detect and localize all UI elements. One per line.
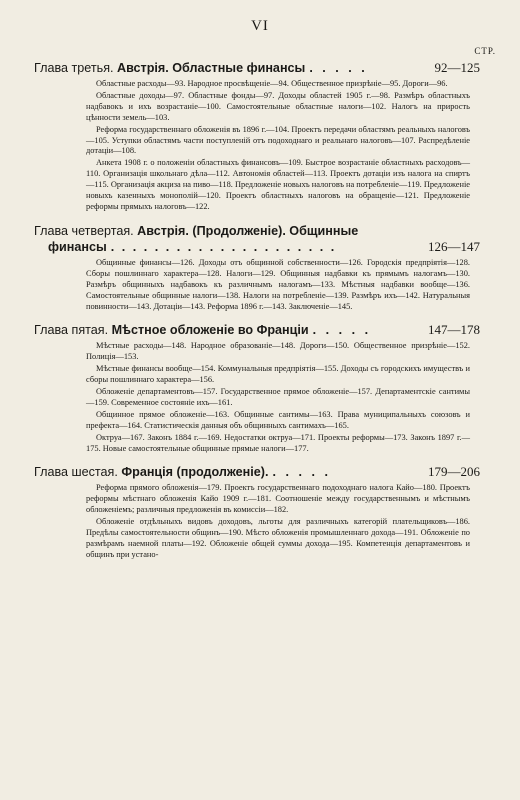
summary-paragraph: Областные расходы—93. Народное просвѣщеніе—94. Общественное призрѣніе—95. Дороги—96. [96,79,448,88]
chapter-heading [34,60,480,76]
chapter-summary [34,79,480,213]
summary-paragraph: Анкета 1908 г. о положеніи областныхъ финансовъ—109. Быстрое возрастаніе областныхъ расходовъ—110. Организація школьнаго дѣла—112. Автономія областей—113. Проектъ дотаціи изъ налога на спиртъ—115. Организація акциза на пиво—118. Предложеніе новыхъ налоговъ на потребленіе—119. Предложеніе новыхъ казенныхъ монополій—120. Проектъ областныхъ налоговъ на обращеніе—121. Предложеніе реформы прямыхъ налоговъ—122. [86,158,470,211]
summary-paragraph: Октруа—167. Законъ 1884 г.—169. Недостатки октруа—171. Проекты реформы—173. Законъ 1897 г.—175. Новые самостоятельные общинные прямые налоги—177. [86,432,470,453]
chapter-title: Австрія. Областные финансы [117,61,306,75]
summary-paragraph: Мѣстные расходы—148. Народное образованіе—148. Дороги—150. Общественное призрѣніе—152. Полиція—153. [86,341,470,362]
page-column-header: СТР. [474,46,496,56]
summary-paragraph: Общинные финансы—126. Доходы отъ общинной собственности—126. Городскія предпріятія—128. Сборы пошлиннаго характера—128. Налоги—129. Общинныя надбавки къ прямымъ налогамъ—130. Размѣръ общинныхъ надбавокъ къ различнымъ налогамъ—133. Мѣстныя надбавки вообще—136. Самостоятельные общинные налоги—138. Налоги на потребленіе—139. Размѣръ ихъ—142. Натуральныя повинности—143. Дотаціи—143. Реформа 1896 г.—143. Заключеніе—145. [86,257,470,311]
chapter-summary [34,258,480,313]
chapter-entry [34,223,480,313]
chapter-heading [34,464,480,480]
chapter-title: Франція (продолженіе). [121,465,269,480]
chapter-entry [34,464,480,560]
leader-dots: . . . . . [312,323,372,338]
chapter-heading-continuation [34,239,480,255]
table-of-contents [34,60,480,565]
page-range: 126—147 [428,238,480,254]
chapter-summary [34,341,480,454]
summary-paragraph: Общинное прямое обложеніе—163. Общинные сантимы—163. Права муниципальныхъ союзовъ и префекта—164. Статистическія данныя объ общинныхъ сантимахъ—165. [86,409,470,430]
chapter-title: Мѣстное обложеніе во Франціи [111,323,309,338]
chapter-heading [34,322,480,338]
chapter-entry [34,60,480,213]
leader-dots: . . . . . . . . . . . . . . . . . . . . . [110,239,337,254]
summary-paragraph: Областные доходы—97. Областные фонды—97. Доходы областей 1905 г.—98. Размѣръ областныхъ надбавокъ и ихъ возрастаніе—100. Самостоятельные областные налоги—102. Налогъ на прирость цѣнности земель—103. [86,90,470,122]
summary-paragraph: Мѣстные финансы вообще—154. Коммунальныя предпріятія—155. Доходы съ городскихъ имуществъ и сборы пошлиннаго характера—156. [86,364,470,385]
chapter-label: Глава пятая. [34,323,109,338]
page-range: 147—178 [428,322,480,338]
page-range: 92—125 [434,60,480,75]
chapter-label: Глава четвертая. [34,223,134,238]
chapter-title: Австрія. (Продолженіе). Общинные [137,223,359,238]
chapter-heading [34,223,480,239]
leader-dots: . . . . . [272,465,331,480]
chapter-title-continuation: финансы [48,239,107,254]
chapter-entry [34,322,480,454]
summary-paragraph: Реформа государственнаго обложенія въ 1896 г.—104. Проектъ передачи областямъ реальныхъ налоговъ—105. Уступки областямъ части поступленій отъ подоходнаго и реальнаго налоговъ—107. Распредѣленіе дотаціи—108. [86,124,470,156]
chapter-label: Глава третья. [34,61,114,75]
leader-dots: . . . . . [309,61,368,75]
summary-paragraph: Реформа прямого обложенія—179. Проектъ государственнаго подоходнаго налога Кайо—180. Проектъ реформы мѣстнаго обложенія Кайо 1909 г.—181. Соотношеніе между государственнымъ и мѣстнымъ обложеніемъ; различныя предложенія въ комиссіи—182. [86,483,470,515]
summary-paragraph: Обложеніе отдѣльныхъ видовъ доходовъ, льготы для различныхъ категорій плательщиковъ—186. Предѣлы самостоятельности общинъ—190. Мѣсто обложенія промышленнаго дохода—191. Обложеніе по размѣрамъ наемной платы—192. Обложеніе общей суммы дохода—195. Компетенція департаментовъ и общинъ при устано- [86,517,470,559]
summary-paragraph: Обложеніе департаментовъ—157. Государственное прямое обложеніе—157. Департаментскіе сантимы—159. Современное состояніе ихъ—161. [86,387,470,407]
chapter-summary [34,483,480,560]
page-range: 179—206 [428,464,480,480]
page-number: VI [251,18,269,34]
chapter-label: Глава шестая. [34,465,118,480]
